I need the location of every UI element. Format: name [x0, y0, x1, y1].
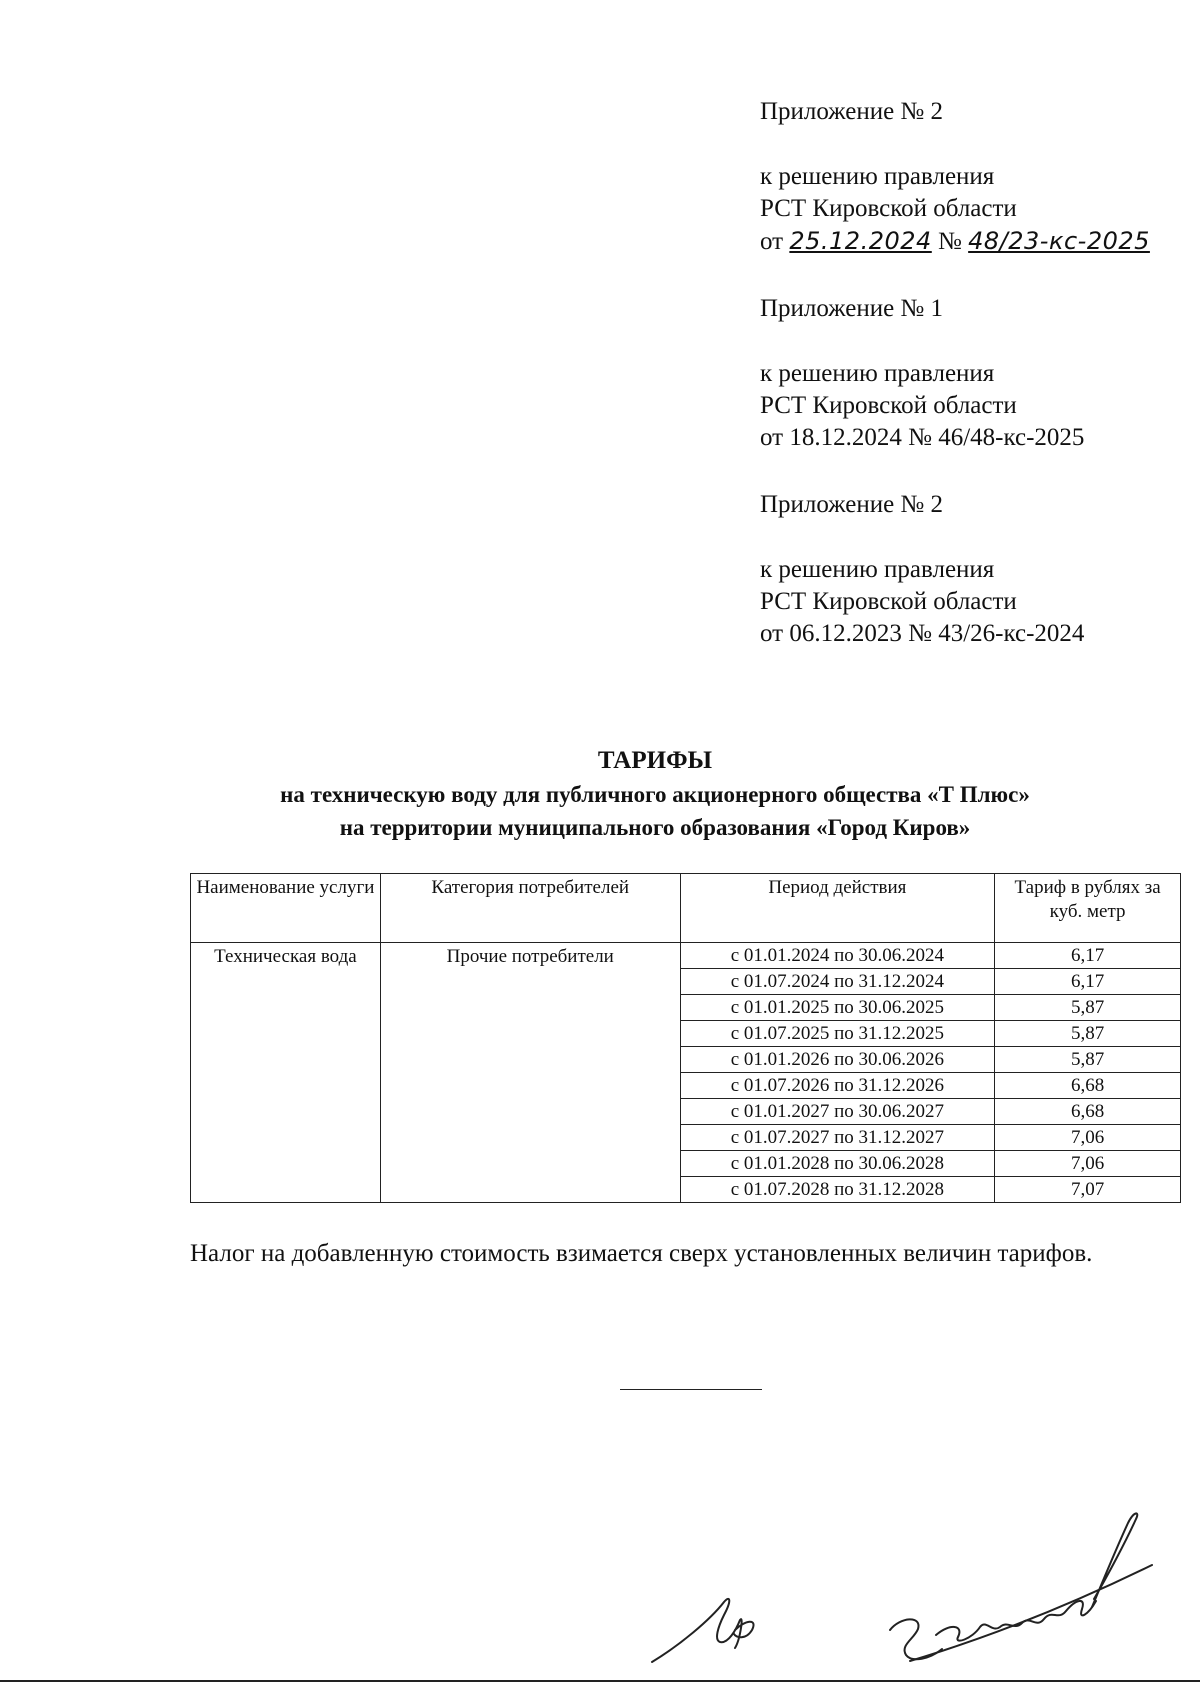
approval-line: к решению правления: [760, 556, 995, 583]
header-period: Период действия: [680, 874, 995, 943]
period-cell: с 01.07.2027 по 31.12.2027: [680, 1125, 995, 1151]
approval-line: к решению правления: [760, 360, 995, 387]
approval-line: от 18.12.2024 № 46/48-кс-2025: [760, 424, 1085, 451]
signature-left: [640, 1590, 790, 1670]
title-line: на территории муниципального образования «Город Киров»: [339, 815, 971, 840]
period-cell: с 01.07.2026 по 31.12.2026: [680, 1073, 995, 1099]
period-cell: с 01.01.2024 по 30.06.2024: [680, 943, 995, 969]
approval-line: РСТ Кировской области: [760, 588, 1017, 615]
approval-title: Приложение № 1: [760, 295, 944, 322]
handwritten-date: 25.12.2024: [789, 227, 932, 255]
tariff-cell: 6,68: [995, 1073, 1181, 1099]
period-cell: с 01.07.2025 по 31.12.2025: [680, 1021, 995, 1047]
tariff-cell: 7,06: [995, 1151, 1181, 1177]
period-cell: с 01.01.2028 по 30.06.2028: [680, 1151, 995, 1177]
tariff-cell: 7,06: [995, 1125, 1181, 1151]
tariff-cell: 5,87: [995, 1047, 1181, 1073]
header-tariff: Тариф в рублях за куб. метр: [995, 874, 1181, 943]
tariff-cell: 7,07: [995, 1177, 1181, 1203]
approval-line: РСТ Кировской области: [760, 392, 1017, 419]
period-cell: с 01.07.2028 по 31.12.2028: [680, 1177, 995, 1203]
approval-from: от: [760, 228, 784, 255]
period-cell: с 01.01.2027 по 30.06.2027: [680, 1099, 995, 1125]
period-cell: с 01.07.2024 по 31.12.2024: [680, 969, 995, 995]
approval-block-2: [760, 293, 1084, 454]
tariff-cell: 5,87: [995, 995, 1181, 1021]
tariff-cell: 6,17: [995, 943, 1181, 969]
approval-line: к решению правления: [760, 163, 995, 190]
approval-date-line: [760, 225, 1150, 258]
document-title: [190, 744, 1120, 844]
period-cell: с 01.01.2026 по 30.06.2026: [680, 1047, 995, 1073]
header-category: Категория потребителей: [380, 874, 680, 943]
title-line: на техническую воду для публичного акционерного общества «Т Плюс»: [280, 782, 1030, 807]
table-row: [191, 943, 1181, 969]
approval-block-1: [760, 96, 1150, 258]
separator-line: [620, 1389, 762, 1390]
title-main: ТАРИФЫ: [597, 747, 713, 774]
approval-line: РСТ Кировской области: [760, 195, 1017, 222]
tariff-cell: 6,68: [995, 1099, 1181, 1125]
category-cell: Прочие потребители: [380, 943, 680, 1203]
table-header-row: [191, 874, 1181, 943]
vat-note: Налог на добавленную стоимость взимается сверх установленных величин тарифов.: [190, 1240, 1093, 1267]
period-cell: с 01.01.2025 по 30.06.2025: [680, 995, 995, 1021]
handwritten-number: 48/23-кс-2025: [968, 227, 1150, 255]
signature-right: [880, 1505, 1160, 1670]
approval-block-3: [760, 489, 1084, 650]
page-bottom-line: [0, 1680, 1200, 1682]
tariff-cell: 5,87: [995, 1021, 1181, 1047]
tariff-table: [190, 873, 1181, 1203]
approval-line: от 06.12.2023 № 43/26-кс-2024: [760, 620, 1085, 647]
tariff-cell: 6,17: [995, 969, 1181, 995]
approval-title: Приложение № 2: [760, 491, 944, 518]
header-service: Наименование услуги: [191, 874, 381, 943]
number-sign: №: [938, 228, 962, 255]
service-cell: Техническая вода: [191, 943, 381, 1203]
approval-title: Приложение № 2: [760, 98, 944, 125]
